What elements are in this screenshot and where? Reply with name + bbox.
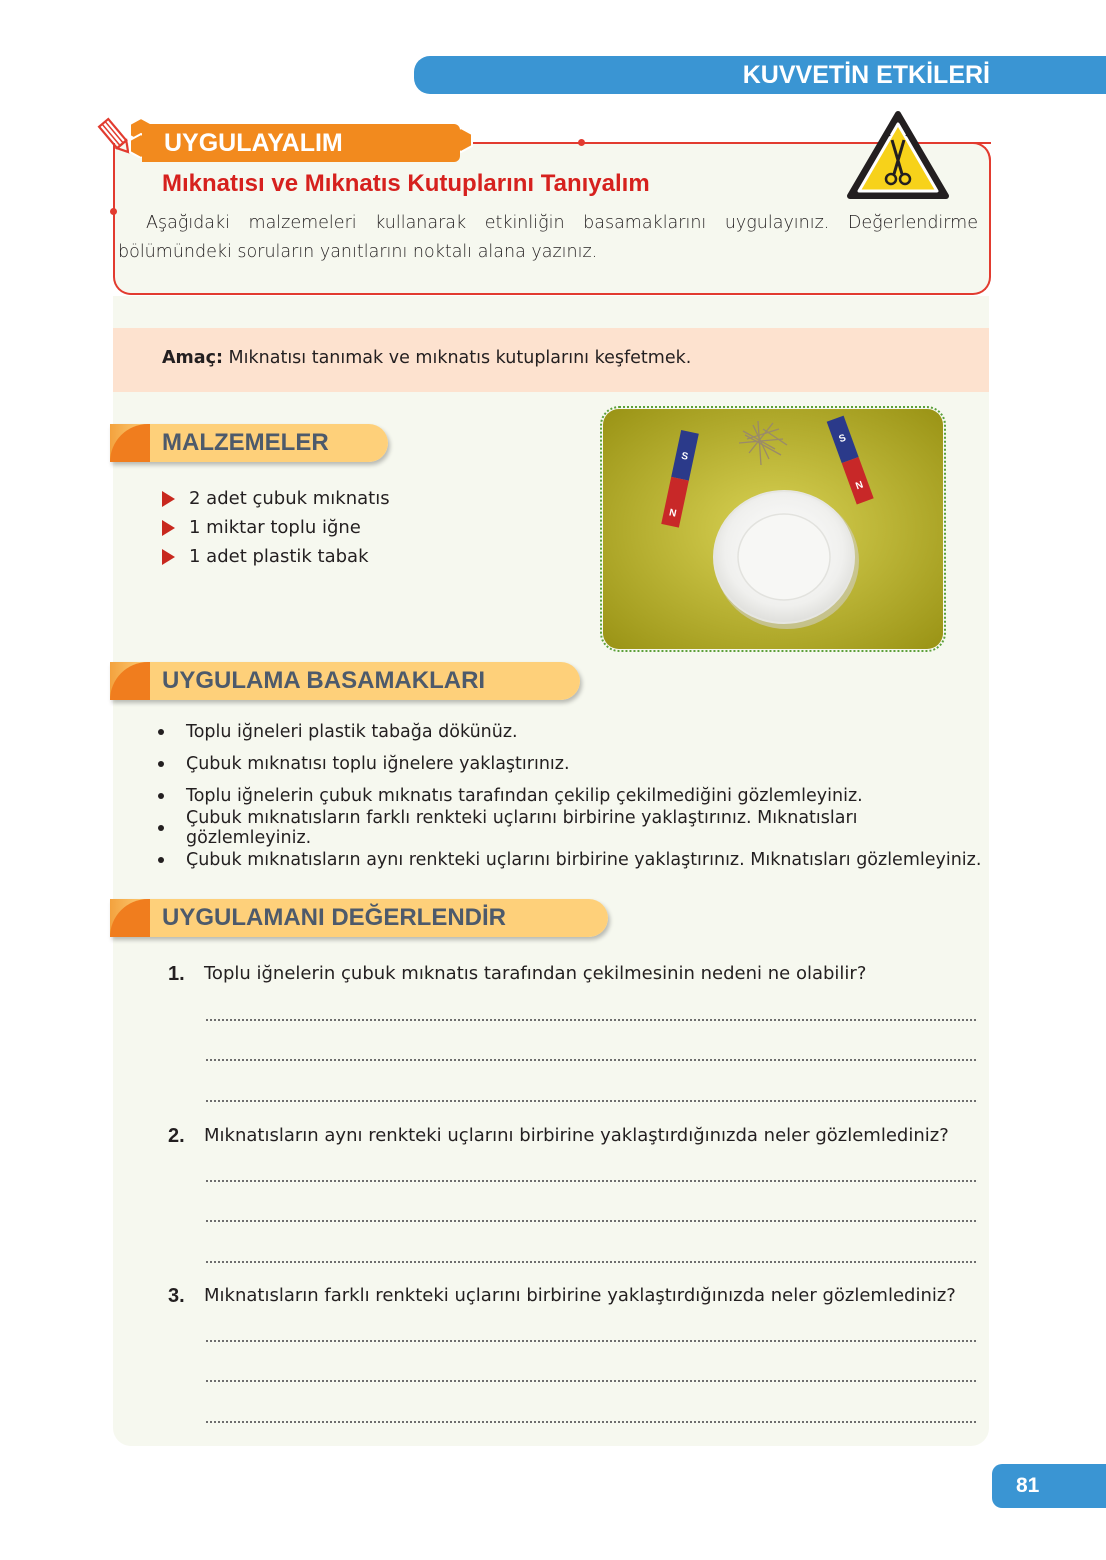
list-item <box>158 844 988 876</box>
magnet-pole-label: S <box>837 432 848 446</box>
step-text: Çubuk mıknatısların farklı renkteki uçlarını birbirine yaklaştırınız. Mıknatısları gözlemleyiniz. <box>186 808 858 848</box>
activity-title: Mıknatısı ve Mıknatıs Kutuplarını Tanıyalım <box>162 170 650 197</box>
list-item <box>162 542 390 571</box>
border-dot <box>110 208 117 215</box>
page-number-label: 81 <box>1016 1474 1040 1497</box>
scissors-warning-icon <box>846 110 950 202</box>
magnet-pole-label: N <box>854 479 865 493</box>
bullet-icon <box>158 857 164 863</box>
question-number: 3. <box>168 1285 185 1307</box>
list-item <box>162 513 390 542</box>
materials-heading <box>110 424 388 462</box>
intro-box-corner <box>965 142 991 168</box>
bullet-icon <box>158 729 164 735</box>
list-item <box>158 716 988 748</box>
activity-badge <box>142 124 460 162</box>
answer-line[interactable] <box>206 1421 976 1423</box>
steps-heading-label: UYGULAMA BASAMAKLARI <box>162 667 486 694</box>
step-text: Toplu iğneleri plastik tabağa dökünüz. <box>186 722 518 742</box>
bullet-icon <box>158 761 164 767</box>
answer-line[interactable] <box>206 1380 976 1382</box>
answer-line[interactable] <box>206 1261 976 1263</box>
answer-line[interactable] <box>206 1220 976 1222</box>
border-dot <box>578 139 585 146</box>
answer-line[interactable] <box>206 1100 976 1102</box>
question-text: Toplu iğnelerin çubuk mıknatıs tarafından çekilmesinin nedeni ne olabilir? <box>204 963 867 984</box>
materials-photo <box>603 409 943 649</box>
material-label: 1 adet plastik tabak <box>189 546 369 567</box>
question-number: 2. <box>168 1125 185 1147</box>
triangle-bullet-icon <box>162 520 175 536</box>
question-text: Mıknatısların aynı renkteki uçlarını birbirine yaklaştırdığınızda neler gözlemlediniz? <box>204 1125 949 1146</box>
materials-list <box>162 484 390 571</box>
answer-line[interactable] <box>206 1019 976 1021</box>
steps-heading <box>110 662 580 700</box>
list-item <box>158 748 988 780</box>
bullet-icon <box>158 793 164 799</box>
evaluation-heading <box>110 899 608 937</box>
question-text: Mıknatısların farklı renkteki uçlarını birbirine yaklaştırdığınızda neler gözlemlediniz? <box>204 1285 956 1306</box>
step-text: Çubuk mıknatısı toplu iğnelere yaklaştırınız. <box>186 754 570 774</box>
aim-text-row <box>162 348 691 368</box>
aim-text: Mıknatısı tanımak ve mıknatıs kutuplarını keşfetmek. <box>228 348 692 368</box>
question-1 <box>168 963 866 986</box>
question-3 <box>168 1285 956 1308</box>
magnet-pole-label: N <box>667 507 678 520</box>
triangle-bullet-icon <box>162 549 175 565</box>
materials-heading-label: MALZEMELER <box>162 429 329 456</box>
answer-line[interactable] <box>206 1340 976 1342</box>
triangle-bullet-icon <box>162 491 175 507</box>
step-text: Çubuk mıknatısların aynı renkteki uçlarını birbirine yaklaştırınız. Mıknatısları gözlemleyiniz. <box>186 850 982 870</box>
list-item <box>162 484 390 513</box>
question-number: 1. <box>168 963 185 985</box>
bullet-icon <box>158 825 164 831</box>
activity-instructions: Aşağıdaki malzemeleri kullanarak etkinliğin basamaklarını uygulayınız. Değerlendirme bölümündeki soruların yanıtlarını noktalı alana yazınız. <box>118 213 978 262</box>
aim-label: Amaç: <box>162 348 223 368</box>
page-number <box>992 1464 1106 1508</box>
material-label: 1 miktar toplu iğne <box>189 517 361 538</box>
answer-line[interactable] <box>206 1059 976 1061</box>
activity-badge-label: UYGULAYALIM <box>164 129 343 157</box>
unit-title: KUVVETİN ETKİLERİ <box>742 61 990 89</box>
material-label: 2 adet çubuk mıknatıs <box>189 488 390 509</box>
steps-list <box>158 716 988 876</box>
list-item <box>158 808 988 848</box>
step-text: Toplu iğnelerin çubuk mıknatıs tarafından çekilip çekilmediğini gözlemleyiniz. <box>186 786 863 806</box>
unit-title-bar <box>414 56 1106 94</box>
question-2 <box>168 1125 949 1148</box>
magnet-pole-label: S <box>680 450 690 463</box>
answer-line[interactable] <box>206 1180 976 1182</box>
evaluation-heading-label: UYGULAMANI DEĞERLENDİR <box>162 904 507 931</box>
